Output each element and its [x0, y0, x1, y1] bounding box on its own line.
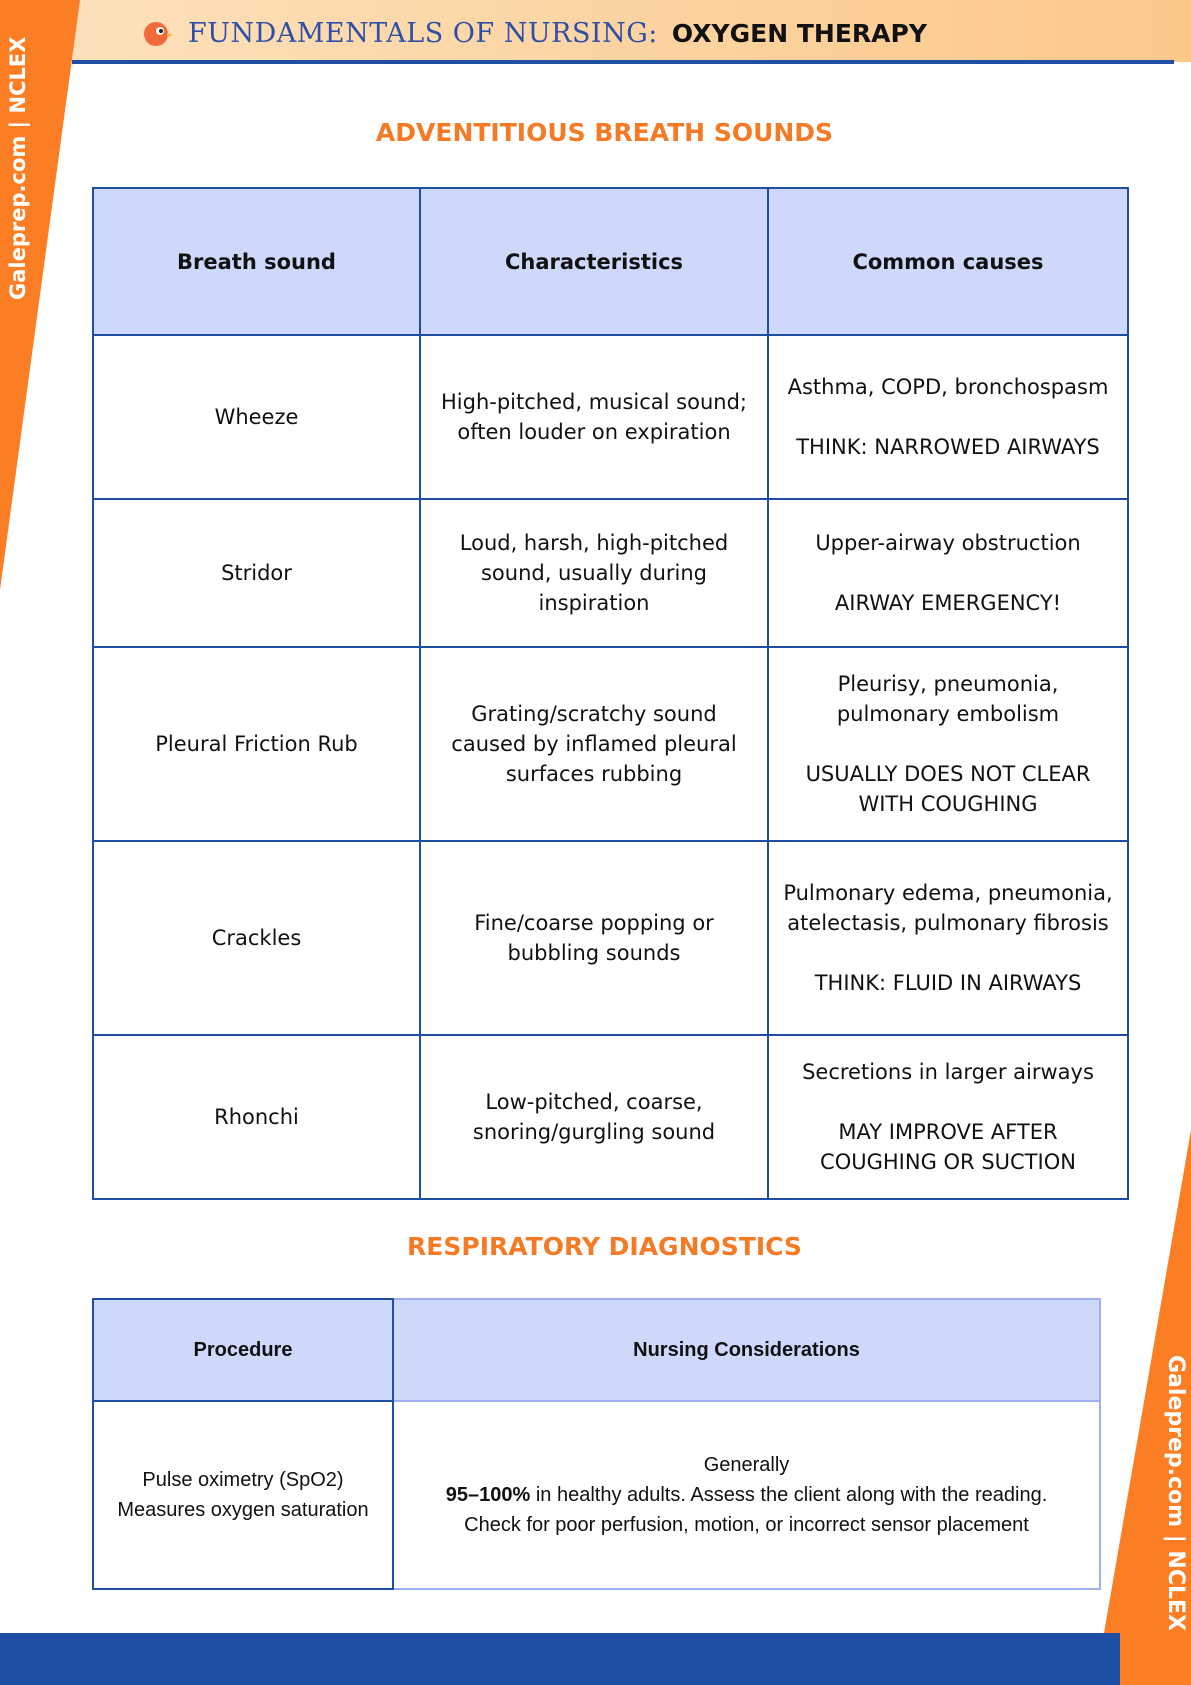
breath-sounds-title: ADVENTITIOUS BREATH SOUNDS [375, 118, 834, 147]
characteristics-cell: Grating/scratchy sound caused by inflamed pleural surfaces rubbing [420, 647, 768, 841]
series-title: FUNDAMENTALS OF NURSING: [188, 17, 658, 49]
causes-note: MAY IMPROVE AFTER COUGHING OR SUCTION [820, 1120, 1076, 1174]
characteristics-cell: Loud, harsh, high-pitched sound, usually during inspiration [420, 499, 768, 647]
breath-sound-cell: Crackles [93, 841, 420, 1035]
consider-line: Check for poor perfusion, motion, or incorrect sensor placement [464, 1514, 1029, 1536]
consider-rest: in healthy adults. Assess the client along with the reading. [530, 1484, 1048, 1506]
table-header-row [93, 1299, 1100, 1401]
causes-note: AIRWAY EMERGENCY! [834, 591, 1062, 615]
causes-cell [768, 499, 1128, 647]
column-header: Characteristics [420, 188, 768, 335]
causes-cell [768, 841, 1128, 1035]
table-header-row [93, 188, 1128, 335]
table-row [93, 1035, 1128, 1199]
causes-note: THINK: FLUID IN AIRWAYS [814, 971, 1082, 995]
procedure-name: Pulse oximetry (SpO2) [142, 1469, 344, 1491]
causes-note: THINK: NARROWED AIRWAYS [796, 435, 1100, 459]
column-header: Breath sound [93, 188, 420, 335]
characteristics-cell: Fine/coarse popping or bubbling sounds [420, 841, 768, 1035]
causes-text: Pulmonary edema, pneumonia, atelectasis, pulmonary fibrosis [783, 881, 1113, 935]
bird-logo-icon [140, 16, 174, 50]
causes-cell [768, 335, 1128, 499]
consider-line: Generally [703, 1454, 790, 1476]
column-header: Procedure [93, 1299, 393, 1401]
diagnostics-table [92, 1298, 1101, 1590]
causes-cell [768, 1035, 1128, 1199]
table-row [93, 335, 1128, 499]
column-header: Nursing Considerations [393, 1299, 1100, 1401]
topic-title: OXYGEN THERAPY [671, 18, 927, 48]
diagnostics-title: RESPIRATORY DIAGNOSTICS [407, 1232, 802, 1261]
consider-line [408, 1480, 1085, 1510]
causes-text: Asthma, COPD, bronchospasm [787, 375, 1109, 399]
characteristics-cell: Low-pitched, coarse, snoring/gurgling sound [420, 1035, 768, 1199]
causes-text: Upper-airway obstruction [815, 531, 1081, 555]
causes-text: Pleurisy, pneumonia, pulmonary embolism [836, 672, 1060, 726]
procedure-cell [93, 1401, 393, 1589]
left-side-label: Galeprep.com | NCLEX [6, 36, 30, 300]
header-rule [72, 60, 1174, 64]
breath-sound-cell: Wheeze [93, 335, 420, 499]
causes-text: Secretions in larger airways [802, 1060, 1094, 1084]
table-row [93, 499, 1128, 647]
normal-range-value: 95–100% [445, 1484, 531, 1506]
causes-note: USUALLY DOES NOT CLEAR WITH COUGHING [805, 762, 1091, 816]
page-header [140, 14, 927, 52]
breath-sound-cell: Pleural Friction Rub [93, 647, 420, 841]
breath-sound-cell: Rhonchi [93, 1035, 420, 1199]
table-row [93, 647, 1128, 841]
column-header: Common causes [768, 188, 1128, 335]
table-row [93, 841, 1128, 1035]
breath-sound-cell: Stridor [93, 499, 420, 647]
breath-sounds-table [92, 187, 1129, 1200]
right-side-label: Galeprep.com | NCLEX [1163, 1355, 1188, 1631]
causes-cell [768, 647, 1128, 841]
procedure-desc: Measures oxygen saturation [117, 1499, 369, 1521]
footer-band [0, 1633, 1120, 1685]
characteristics-cell: High-pitched, musical sound; often louder on expiration [420, 335, 768, 499]
table-row [93, 1401, 1100, 1589]
considerations-cell [393, 1401, 1100, 1589]
